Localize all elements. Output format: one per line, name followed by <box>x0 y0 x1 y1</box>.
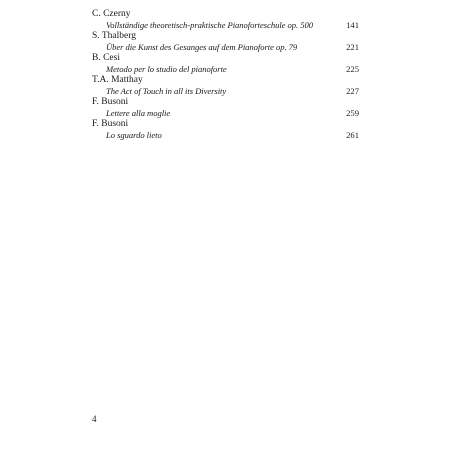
entry-page: 141 <box>346 20 359 30</box>
toc-entry <box>92 97 362 119</box>
entry-title-row <box>92 20 362 31</box>
toc-entry <box>92 9 362 31</box>
entry-title-row <box>92 108 362 119</box>
page-number: 4 <box>92 414 97 424</box>
toc-entry <box>92 119 362 141</box>
entry-page: 221 <box>346 42 359 52</box>
entry-page: 225 <box>346 64 359 74</box>
entry-title-row <box>92 64 362 75</box>
table-of-contents <box>92 9 362 141</box>
entry-title-row <box>92 130 362 141</box>
entry-title: The Act of Touch in all its Diversity <box>106 86 227 96</box>
entry-page: 259 <box>346 108 359 118</box>
toc-entry <box>92 31 362 53</box>
entry-page: 227 <box>346 86 359 96</box>
entry-author: F. Busoni <box>92 97 129 107</box>
entry-author: T.A. Matthay <box>92 75 143 85</box>
entry-title-row <box>92 42 362 53</box>
entry-author: F. Busoni <box>92 119 129 129</box>
entry-title: Lo sguardo lieto <box>106 130 162 140</box>
toc-entry <box>92 53 362 75</box>
toc-entry <box>92 75 362 97</box>
entry-author: B. Cesi <box>92 53 120 63</box>
entry-author: C. Czerny <box>92 9 131 19</box>
entry-title-row <box>92 86 362 97</box>
entry-author: S. Thalberg <box>92 31 136 41</box>
entry-title: Über die Kunst des Gesanges auf dem Pianoforte op. 79 <box>106 42 298 52</box>
entry-page: 261 <box>346 130 359 140</box>
entry-title: Metodo per lo studio del pianoforte <box>106 64 227 74</box>
entry-title: Lettere alla moglie <box>106 108 171 118</box>
entry-title: Vollständige theoretisch-praktische Pianoforteschule op. 500 <box>106 20 313 30</box>
